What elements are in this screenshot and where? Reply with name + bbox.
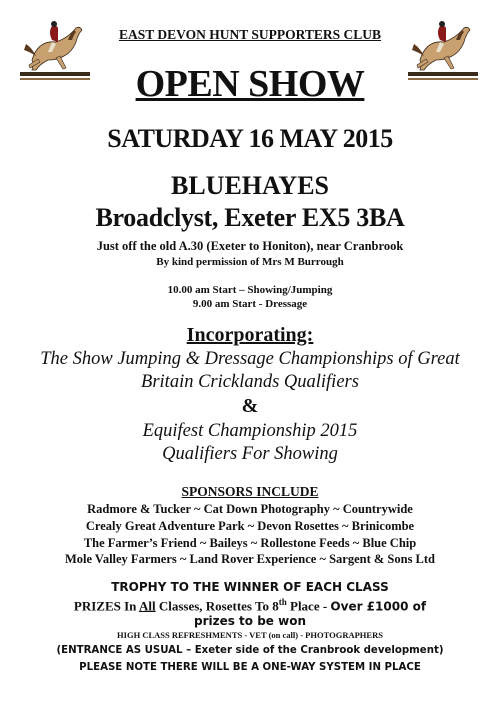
sponsor-line: The Farmer’s Friend ~ Baileys ~ Rollestone Feeds ~ Blue Chip <box>83 536 417 550</box>
extras-line: HIGH CLASS REFRESHMENTS - VET (on call) - PHOTOGRAPHERS <box>117 630 383 640</box>
prizes-line-2: prizes to be won <box>193 614 306 628</box>
championship-line-1: The Show Jumping & Dressage Championships of Great <box>40 349 460 369</box>
venue-name: BLUEHAYES <box>171 171 329 200</box>
incorporating-heading: Incorporating: <box>186 324 314 346</box>
equifest-line-2: Qualifiers For Showing <box>162 444 338 464</box>
prizes-text-sup: th <box>278 597 287 607</box>
prizes-text-mid: Classes, Rosettes To 8 <box>155 598 279 614</box>
venue-permission: By kind permission of Mrs M Burrough <box>156 256 344 268</box>
entrance-line: (ENTRANCE AS USUAL – Exeter side of the Cranbrook development) <box>56 645 444 656</box>
ampersand: & <box>241 395 259 417</box>
venue-address: Broadclyst, Exeter EX5 3BA <box>95 203 405 232</box>
prizes-line <box>0 597 500 614</box>
time-showing: 10.00 am Start – Showing/Jumping <box>167 284 333 296</box>
sponsors-heading: SPONSORS INCLUDE <box>181 484 319 499</box>
prizes-text-post: Place - <box>286 598 331 614</box>
show-title: OPEN SHOW <box>135 63 365 105</box>
club-name: EAST DEVON HUNT SUPPORTERS CLUB <box>118 27 382 42</box>
one-way-line: PLEASE NOTE THERE WILL BE A ONE-WAY SYSTEM IN PLACE <box>79 662 421 673</box>
show-date: SATURDAY 16 MAY 2015 <box>107 124 393 153</box>
venue-directions: Just off the old A.30 (Exeter to Honiton), near Cranbrook <box>96 239 404 253</box>
prizes-text-over: Over £1000 of <box>330 599 427 614</box>
trophy-line: TROPHY TO THE WINNER OF EACH CLASS <box>111 580 389 594</box>
equifest-line-1: Equifest Championship 2015 <box>142 421 358 441</box>
prizes-text-all: All <box>138 598 156 614</box>
sponsor-line: Crealy Great Adventure Park ~ Devon Rosettes ~ Brinicombe <box>85 519 415 533</box>
prizes-text-pre: PRIZES In <box>73 598 139 614</box>
sponsor-line: Radmore & Tucker ~ Cat Down Photography ~ Countrywide <box>87 502 413 516</box>
championship-line-2: Britain Cricklands Qualifiers <box>141 372 359 392</box>
time-dressage: 9.00 am Start - Dressage <box>192 298 308 310</box>
sponsor-line: Mole Valley Farmers ~ Land Rover Experience ~ Sargent & Sons Ltd <box>64 552 436 566</box>
